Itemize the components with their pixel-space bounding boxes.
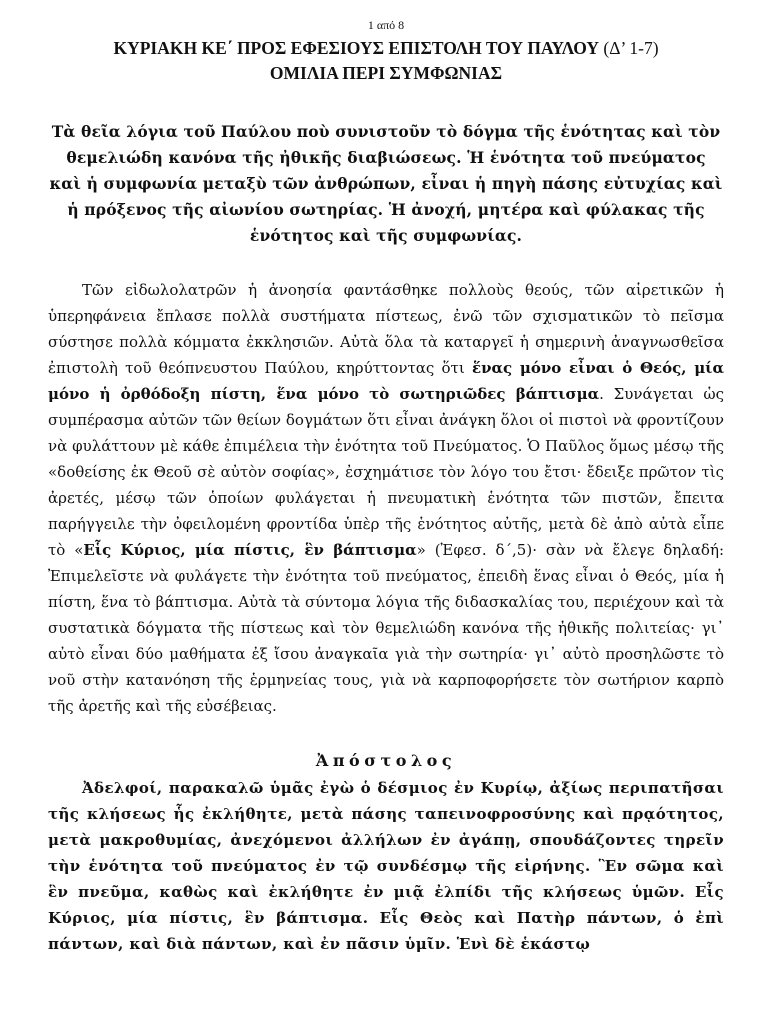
title-line-1 [48,36,724,61]
body-emphasis-1: ἕνας μόνο εἶναι ὁ Θεός, μία μόνο ἡ ὀρθόδοξη πίστη, ἕνα μόνο τὸ σωτηριῶδες βάπτισμα [48,359,724,403]
summary-paragraph: Τὰ θεῖα λόγια τοῦ Παύλου ποὺ συνιστοῦν τὸ δόγμα τῆς ἑνότητας καὶ τὸν θεμελιώδη κανόνα τῆς ἠθικῆς διαβιώσεως. Ἡ ἑνότητα τοῦ πνεύματος καὶ ἡ συμφωνία μεταξὺ τῶν ἀνθρώπων, εἶναι ἡ πηγὴ πάσης εὐτυχίας καὶ ἡ πρόξενος τῆς αἰωνίου σωτηρίας. Ἡ ἀνοχή, μητέρα καὶ φύλακας τῆς ἑνότητος καὶ τῆς συμφωνίας. [49,122,723,245]
body-paragraph [48,277,724,719]
document-page [48,18,724,957]
body-emphasis-2: Εἷς Κύριος, μία πίστις, ἓν βάπτισμα [83,541,417,559]
body-text-2: . Συνάγεται ὡς συμπέρασμα αὐτῶν τῶν θείων δογμάτων ὅτι εἶναι ἀνάγκη ὅλοι οἱ πιστοὶ νὰ φροντίζουν νὰ φυλάττουν μὲ κάθε ἐπιμέλεια τὴν ἑνότητα τοῦ Πνεύματος. Ὁ Παῦλος ὅμως μέσῳ τῆς «δοθείσης ἐκ Θεοῦ σὲ αὐτὸν σοφίας», ἐσχημάτισε τὸν λόγο του ἔτσι· ἔδειξε πρῶτον τὶς ἀρετές, μέσῳ τῶν ὁποίων φυλάγεται ἡ πνευματικὴ ἑνότητα τῶν πιστῶν, ἔπειτα παρήγγειλε τὴν ὀφειλομένη φροντίδα ὑπὲρ τῆς ἑνότητος αὐτῆς, μετὰ δὲ ἀπὸ αὐτὰ εἶπε τὸ « [48,385,724,559]
page-number: 1 από 8 [367,18,405,32]
body-text-1: Τῶν εἰδωλολατρῶν ἡ ἀνοησία φαντάσθηκε πολλοὺς θεούς, τῶν αἱρετικῶν ἡ ὑπερηφάνεια ἔπλασε πολλὰ συστήματα πίστεως, ἐνῶ τῶν σχισματικῶν τὸ πεῖσμα σύστησε πολλὰ κόμματα ἐκκλησιῶν. Αὐτὰ ὅλα τὰ καταργεῖ ἡ σημερινὴ ἀναγνωσθεῖσα ἐπιστολὴ τοῦ θεόπνευστου Παύλου, κηρύττοντας ὅτι [48,281,724,377]
epistle-reading: Ἀδελφοί, παρακαλῶ ὑμᾶς ἐγὼ ὁ δέσμιος ἐν Κυρίῳ, ἀξίως περιπατῆσαι τῆς κλήσεως ἧς ἐκλήθητε, μετὰ πάσης ταπεινοφροσύνης καὶ πρᾳότητος, μετὰ μακροθυμίας, ἀνεχόμενοι ἀλλήλων ἐν ἀγάπῃ, σπουδάζοντες τηρεῖν τὴν ἑνότητα τοῦ πνεύματος ἐν τῷ συνδέσμῳ τῆς εἰρήνης. Ἓν σῶμα καὶ ἓν πνεῦμα, καθὼς καὶ ἐκλήθητε ἐν μιᾷ ἐλπίδι τῆς κλήσεως ὑμῶν. Εἷς Κύριος, μία πίστις, ἓν βάπτισμα. Εἷς Θεὸς καὶ Πατὴρ πάντων, ὁ ἐπὶ πάντων, καὶ διὰ πάντων, καὶ ἐν πᾶσιν ὑμῖν. Ἑνὶ δὲ ἑκάστῳ [48,779,724,953]
title-scripture-ref: (Δ’ 1-7) [603,38,659,58]
body-text-3: » (Ἐφεσ. δ΄,5)· σὰν νὰ ἔλεγε δηλαδή: Ἐπιμελεῖστε νὰ φυλάγετε τὴν ἑνότητα τοῦ πνεύματος, ἐπειδὴ ἕνας εἶναι ὁ Θεός, μία ἡ πίστη, ἕνα τὸ βάπτισμα. Αὐτὰ τὰ σύντομα λόγια τῆς διδασκαλίας του, περιέχουν καὶ τὰ συστατικὰ δόγματα τῆς πίστεως καὶ τὸν θεμελιώδη κανόνα τῆς ἠθικῆς πολιτείας· γι᾽ αὐτὸ εἶναι δύο μαθήματα ἐξ ἴσου ἀναγκαῖα γιὰ τὴν σωτηρία· γι᾽ αὐτὸ προσηλῶστε τὸ νοῦ στὴν κατανόηση τῆς ἑρμηνείας τους, γιὰ νὰ καρποφορήσετε τὸν σωτήριον καρπὸ τῆς ἀρετῆς καὶ τῆς εὐσέβειας. [48,541,724,715]
section-heading: Ἀπόστολος [315,751,457,770]
title-main: ΚΥΡΙΑΚΗ ΚΕ΄ ΠΡΟΣ ΕΦΕΣΙΟΥΣ ΕΠΙΣΤΟΛΗ ΤΟΥ ΠΑΥΛΟΥ [113,38,604,58]
document-title [48,36,724,86]
title-line-2: ΟΜΙΛΙΑ ΠΕΡΙ ΣΥΜΦΩΝΙΑΣ [269,63,503,83]
